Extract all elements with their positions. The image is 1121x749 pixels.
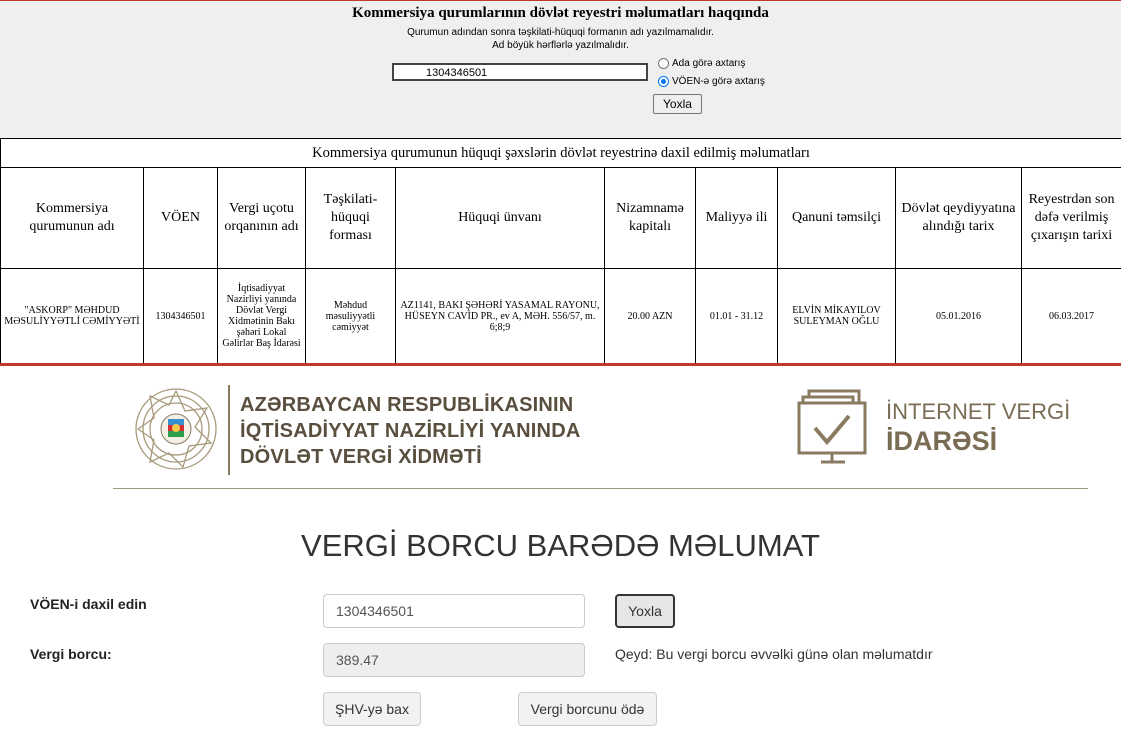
table-cell-representative: ELVİN MİKAYILOV SULEYMAN OĞLU [778,269,896,364]
registry-title: Kommersiya qurumlarının dövlət reyestri məlumatları haqqında [352,5,769,21]
column-header: VÖEN [144,168,218,269]
debt-amount-field: 389.47 [323,643,585,677]
check-debt-button[interactable]: Yoxla [615,594,675,628]
radio-search-by-voen-label: VÖEN-ə görə axtarış [672,76,765,87]
table-cell-voen: 1304346501 [144,269,218,364]
column-header: Dövlət qeydiyyatına alındığı tarix [896,168,1022,269]
page-title: VERGİ BORCU BARƏDƏ MƏLUMAT [301,528,820,563]
table-cell-extract-date: 06.03.2017 [1022,269,1121,364]
table-cell-legal-form: Məhdud məsuliyyətli cəmiyyət [306,269,396,364]
column-header: Nizamnamə kapitalı [605,168,696,269]
voen-input[interactable]: 1304346501 [323,594,585,628]
state-emblem-icon [133,386,219,472]
table-cell-registration-date: 05.01.2016 [896,269,1022,364]
service-name-line-2: İDARƏSİ [886,426,998,456]
debt-label: Vergi borcu: [30,646,112,662]
registry-table [0,138,1121,364]
table-cell-company-name: "ASKORP" MƏHDUD MƏSULİYYƏTLİ CƏMİYYƏTİ [1,269,144,364]
table-cell-capital: 20.00 AZN [605,269,696,364]
voen-label: VÖEN-i daxil edin [30,596,147,612]
table-row [1,269,1121,364]
registry-search-panel [0,0,1121,139]
registry-note-2: Ad böyük hərflərlə yazılmalıdır. [492,40,629,51]
column-header: Təşkilati-hüquqi forması [306,168,396,269]
table-header-row [1,168,1121,269]
registry-check-button[interactable]: Yoxla [653,94,702,114]
column-header: Vergi uçotu orqanının adı [218,168,306,269]
column-header: Hüquqi ünvanı [396,168,605,269]
column-header: Reyestrdən son dəfə verilmiş çıxarışın tarixi [1022,168,1121,269]
registry-note-1: Qurumun adından sonra təşkilati-hüquqi formanın adı yazılmamalıdır. [407,27,714,38]
radio-search-by-name[interactable] [658,58,745,69]
header-rule [113,488,1088,489]
internet-tax-office-icon [797,388,871,470]
table-cell-fiscal-year: 01.01 - 31.12 [696,269,778,364]
org-name-line-2: İQTİSADİYYAT NAZİRLİYİ YANINDA [240,420,581,442]
column-header: Kommersiya qurumunun adı [1,168,144,269]
org-name-line-1: AZƏRBAYCAN RESPUBLİKASININ [240,394,574,416]
column-header: Maliyyə ili [696,168,778,269]
radio-search-by-voen[interactable] [658,76,765,87]
pay-tax-debt-button[interactable]: Vergi borcunu ödə [518,692,657,726]
table-caption: Kommersiya qurumunun hüquqi şəxslərin dövlət reyestrinə daxil edilmiş məlumatları [1,139,1121,168]
header-divider [228,385,230,475]
column-header: Qanuni təmsilçi [778,168,896,269]
table-cell-legal-address: AZ1141, BAKI ŞƏHƏRİ YASAMAL RAYONU, HÜSEYN CAVİD PR., ev A, MƏH. 556/57, m. 6;8;9 [396,269,605,364]
radio-checked-icon[interactable] [658,76,669,87]
radio-unchecked-icon[interactable] [658,58,669,69]
org-name-line-3: DÖVLƏT VERGİ XİDMƏTİ [240,446,482,468]
debt-note: Qeyd: Bu vergi borcu əvvəlki günə olan məlumatdır [615,646,933,662]
radio-search-by-name-label: Ada görə axtarış [672,58,746,69]
service-name-line-1: İNTERNET VERGİ [886,399,1071,424]
view-shv-button[interactable]: ŞHV-yə bax [323,692,421,726]
section-divider [0,363,1121,366]
registry-search-input[interactable]: 1304346501 [392,63,648,81]
table-cell-tax-authority: İqtisadiyyat Nazirliyi yanında Dövlət Vergi Xidmətinin Bakı şəhəri Lokal Gəlirlər Baş İdarəsi [218,269,306,364]
